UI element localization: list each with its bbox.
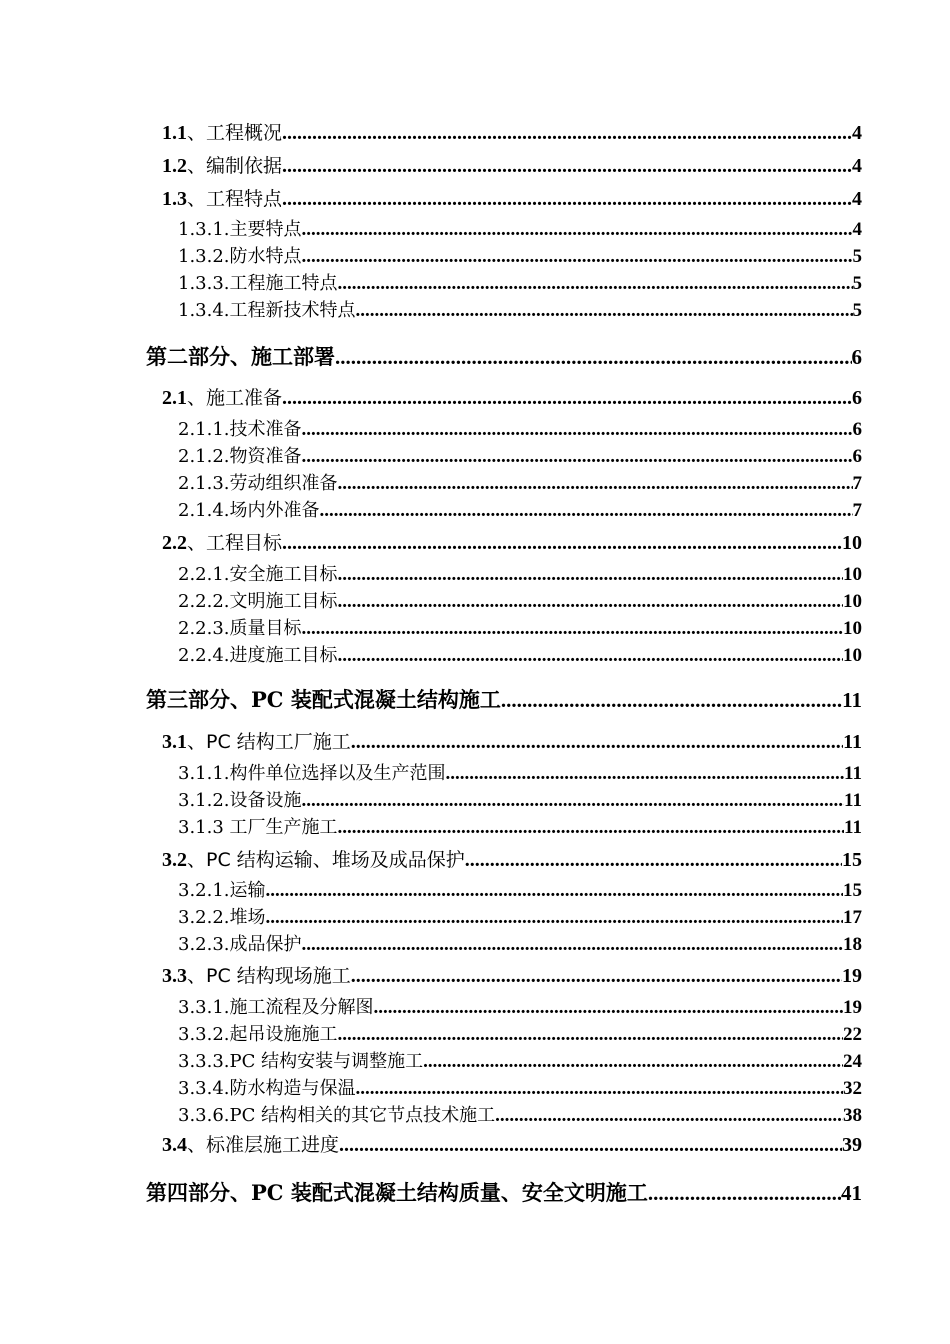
toc-entry-title: 2.1.3.劳动组织准备 [178,473,338,494]
toc-page-number: 10 [843,591,862,612]
toc-dot-leader [282,155,852,178]
toc-entry[interactable] [178,1020,862,1046]
toc-page-number: 11 [844,763,862,784]
toc-page-number: 18 [843,934,862,955]
toc-entry-title: 3.3.2.起吊设施施工 [178,1024,338,1045]
toc-entry[interactable] [178,442,862,468]
toc-dot-leader [446,763,845,785]
toc-dot-leader [282,532,842,555]
toc-entry[interactable] [178,215,862,241]
toc-entry-text: 、工程特点 [187,188,283,210]
toc-page-number: 7 [852,500,862,521]
toc-dot-leader [465,849,842,872]
toc-page-number: 10 [843,645,862,666]
toc-page-number: 10 [842,532,862,554]
toc-page-number: 38 [843,1105,862,1126]
toc-dot-leader [302,246,853,268]
toc-entry-title: 第四部分、PC 装配式混凝土结构质量、安全文明施工 [146,1180,648,1205]
toc-page-number: 19 [842,965,862,987]
toc-entry[interactable] [178,269,862,295]
toc-page-number: 15 [842,849,862,871]
toc-entry[interactable] [178,560,862,586]
toc-entry-title: 第三部分、PC 装配式混凝土结构施工 [146,687,501,712]
toc-entry-title: 3.3.6.PC 结构相关的其它节点技术施工 [178,1105,496,1126]
toc-dot-leader [302,446,853,468]
toc-page-number: 22 [843,1024,862,1045]
toc-page-number: 6 [851,345,862,369]
toc-dot-leader [356,1078,843,1100]
toc-entry[interactable] [162,727,862,754]
toc-entry[interactable] [178,876,862,902]
toc-dot-leader [266,907,843,929]
toc-dot-leader [351,965,842,988]
toc-entry[interactable] [162,383,862,410]
toc-entry-title: 3.1.2.设备设施 [178,790,302,811]
toc-entry[interactable] [178,1074,862,1100]
toc-entry-title: 2.2.4.进度施工目标 [178,645,338,666]
toc-page-number: 6 [852,387,862,409]
toc-dot-leader [266,880,843,902]
toc-entry-title: 1.3.4.工程新技术特点 [178,300,356,321]
toc-dot-leader [648,1181,841,1206]
toc-entry-title: 2.2.1.安全施工目标 [178,564,338,585]
toc-dot-leader [338,273,853,295]
toc-entry[interactable] [178,614,862,640]
toc-page-number: 15 [843,880,862,901]
toc-entry[interactable] [162,118,862,145]
toc-entry-title: 1.3.1.主要特点 [178,219,302,240]
toc-entry[interactable] [178,903,862,929]
toc-entry-title [162,383,282,410]
toc-entry-number: 2.2 [162,532,187,554]
toc-entry[interactable] [178,786,862,812]
toc-entry[interactable] [178,496,862,522]
toc-entry[interactable] [178,242,862,268]
toc-entry-title: 2.1.2.物资准备 [178,446,302,467]
toc-entry-text: 、施工准备 [187,387,283,409]
toc-page-number: 4 [852,155,862,177]
toc-entry[interactable] [178,641,862,667]
toc-entry-title: 3.2.1.运输 [178,880,266,901]
toc-entry[interactable] [178,469,862,495]
toc-entry-title [162,184,282,211]
toc-dot-leader [282,122,852,145]
toc-page-number: 19 [843,997,862,1018]
toc-entry-title: 2.1.4.场内外准备 [178,500,320,521]
toc-entry-title [162,118,282,145]
toc-entry-number: 1.3 [162,188,187,210]
toc-entry-title [162,845,465,872]
toc-entry-title: 3.2.2.堆场 [178,907,266,928]
toc-entry[interactable] [146,341,862,371]
toc-entry-number: 3.3 [162,965,187,987]
toc-entry-title: 3.3.3.PC 结构安装与调整施工 [178,1051,424,1072]
toc-page-number: 4 [852,122,862,144]
toc-entry-title: 2.2.2.文明施工目标 [178,591,338,612]
toc-entry-title [162,151,282,178]
toc-entry-text: 、工程目标 [187,532,283,554]
toc-entry-title: 3.1.3 工厂生产施工 [178,817,338,838]
toc-page-number: 5 [852,273,862,294]
toc-page-number: 11 [842,688,862,712]
toc-dot-leader [356,300,853,322]
toc-dot-leader [338,473,853,495]
toc-entry-title [162,727,351,754]
toc-entry-number: 3.1 [162,731,187,753]
toc-dot-leader [302,934,843,956]
toc-page-number: 11 [844,790,862,811]
toc-page-number: 4 [852,219,862,240]
toc-entry-number: 1.2 [162,155,187,177]
toc-entry[interactable] [162,961,862,988]
toc-dot-leader [302,790,845,812]
toc-entry-text: 、PC 结构现场施工 [187,965,351,987]
toc-dot-leader [338,1024,843,1046]
toc-page-number: 32 [843,1078,862,1099]
toc-dot-leader [302,419,853,441]
toc-page-number: 10 [843,618,862,639]
toc-entry[interactable] [178,813,862,839]
toc-entry[interactable] [178,415,862,441]
toc-dot-leader [351,731,843,754]
toc-entry-title: 3.3.1.施工流程及分解图 [178,997,374,1018]
toc-dot-leader [495,1105,843,1127]
toc-entry[interactable] [146,684,862,714]
toc-entry-number: 2.1 [162,387,187,409]
toc-entry[interactable] [146,1177,862,1207]
toc-dot-leader [282,387,852,410]
toc-entry-number: 1.1 [162,122,187,144]
toc-entry[interactable] [178,1047,862,1073]
toc-entry-title: 第二部分、施工部署 [146,344,335,369]
toc-entry-text: 、工程概况 [187,122,283,144]
toc-dot-leader [282,188,852,211]
toc-entry[interactable] [162,845,862,872]
toc-dot-leader [339,1134,842,1157]
toc-entry[interactable] [162,528,862,555]
toc-page-number: 5 [852,246,862,267]
toc-page-number: 5 [852,300,862,321]
toc-dot-leader [302,219,853,241]
toc-entry-title: 2.1.1.技术准备 [178,419,302,440]
toc-entry-number: 3.2 [162,849,187,871]
toc-dot-leader [374,997,843,1019]
toc-entry-title: 3.3.4.防水构造与保温 [178,1078,356,1099]
toc-page-number: 17 [843,907,862,928]
toc-page-number: 11 [844,817,862,838]
toc-entry-title: 1.3.2.防水特点 [178,246,302,267]
toc-entry[interactable] [178,993,862,1019]
toc-entry[interactable] [178,587,862,613]
toc-dot-leader [338,817,845,839]
toc-entry-text: 、PC 结构运输、堆场及成品保护 [187,849,465,871]
toc-dot-leader [338,564,843,586]
toc-entry-title [162,961,351,988]
toc-dot-leader [338,591,843,613]
toc-entry[interactable] [162,1130,862,1157]
toc-entry[interactable] [178,759,862,785]
toc-page-number: 4 [852,188,862,210]
toc-dot-leader [423,1051,843,1073]
toc-page-number: 39 [842,1134,862,1156]
toc-entry-text: 、编制依据 [187,155,283,177]
toc-page-number: 41 [841,1181,862,1205]
toc-page-number: 6 [852,446,862,467]
toc-dot-leader [320,500,853,522]
toc-entry-text: 、PC 结构工厂施工 [187,731,351,753]
toc-page-number: 7 [852,473,862,494]
toc-entry[interactable] [162,151,862,178]
toc-dot-leader [302,618,843,640]
toc-entry[interactable] [178,296,862,322]
toc-page-number: 11 [843,731,862,753]
toc-entry[interactable] [178,1101,862,1127]
toc-entry-title: 1.3.3.工程施工特点 [178,273,338,294]
toc-entry[interactable] [178,930,862,956]
toc-dot-leader [501,688,842,713]
toc-entry-title [162,1130,339,1157]
toc-dot-leader [338,645,843,667]
toc-entry-title: 3.2.3.成品保护 [178,934,302,955]
toc-entry-title [162,528,282,555]
toc-page-number: 10 [843,564,862,585]
toc-entry-title: 2.2.3.质量目标 [178,618,302,639]
toc-dot-leader [335,345,852,370]
toc-page-number: 24 [843,1051,862,1072]
toc-entry[interactable] [162,184,862,211]
toc-entry-text: 、标准层施工进度 [187,1134,340,1156]
toc-entry-title: 3.1.1.构件单位选择以及生产范围 [178,763,446,784]
toc-entry-number: 3.4 [162,1134,187,1156]
toc-page-number: 6 [852,419,862,440]
